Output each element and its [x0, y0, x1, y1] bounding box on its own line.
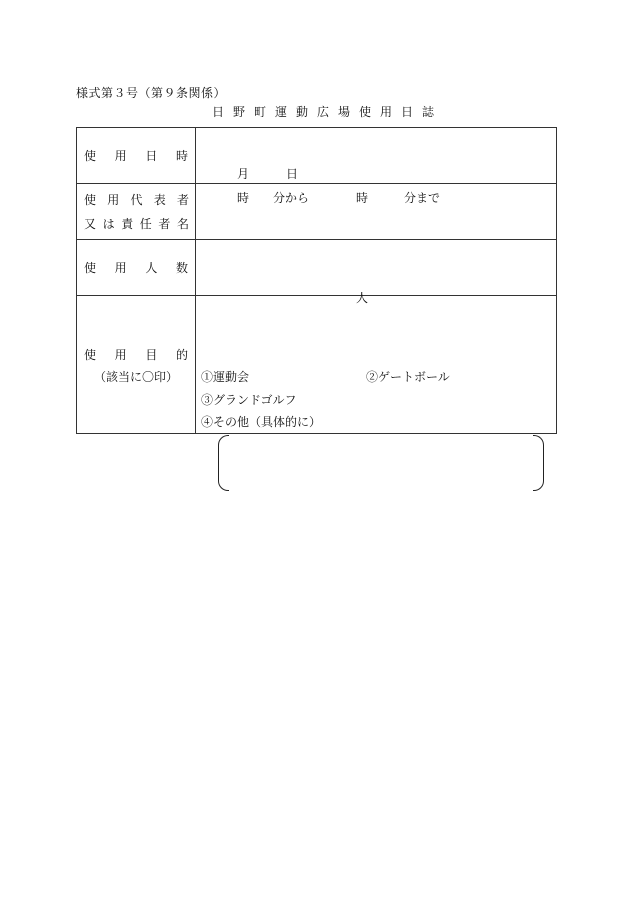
start-minute-label: 分から	[273, 190, 310, 205]
other-details-field[interactable]	[218, 435, 544, 489]
people-unit-label: 人	[356, 290, 369, 305]
option-athletic-meet[interactable]: ①運動会	[201, 369, 250, 384]
representative-name-field[interactable]	[196, 184, 557, 240]
left-bracket	[218, 435, 229, 491]
representative-row	[77, 184, 557, 240]
right-bracket	[533, 435, 544, 491]
option-ground-golf[interactable]: ③グランドゴルフ	[201, 392, 297, 407]
start-hour-label: 時	[237, 190, 250, 205]
month-label: 月	[237, 166, 250, 181]
end-hour-label: 時	[356, 190, 369, 205]
user-count-field[interactable]	[196, 240, 557, 305]
purpose-label: 使 用 目 的 （該当に〇印）	[77, 296, 196, 434]
option-gateball[interactable]: ②ゲートボール	[366, 369, 450, 384]
end-minute-label: 分まで	[404, 190, 441, 205]
usage-date-row	[77, 128, 557, 184]
purpose-note: （該当に〇印）	[93, 369, 178, 384]
user-count-label: 使 用 人 数	[77, 240, 196, 296]
form-number: 様式第３号（第９条関係）	[76, 86, 227, 100]
usage-log-table	[76, 127, 557, 434]
usage-date-label: 使 用 日 時	[77, 128, 196, 184]
day-label: 日	[286, 166, 299, 181]
purpose-row	[77, 296, 557, 434]
user-count-row	[77, 240, 557, 296]
representative-label: 使 用 代 表 者 又 は 責 任 者 名	[77, 184, 196, 240]
option-other[interactable]: ④その他（具体的に）	[201, 414, 322, 429]
document-title: 日野町運動広場使用日誌	[212, 105, 444, 119]
usage-date-field[interactable]	[196, 128, 557, 205]
purpose-options	[196, 296, 557, 434]
